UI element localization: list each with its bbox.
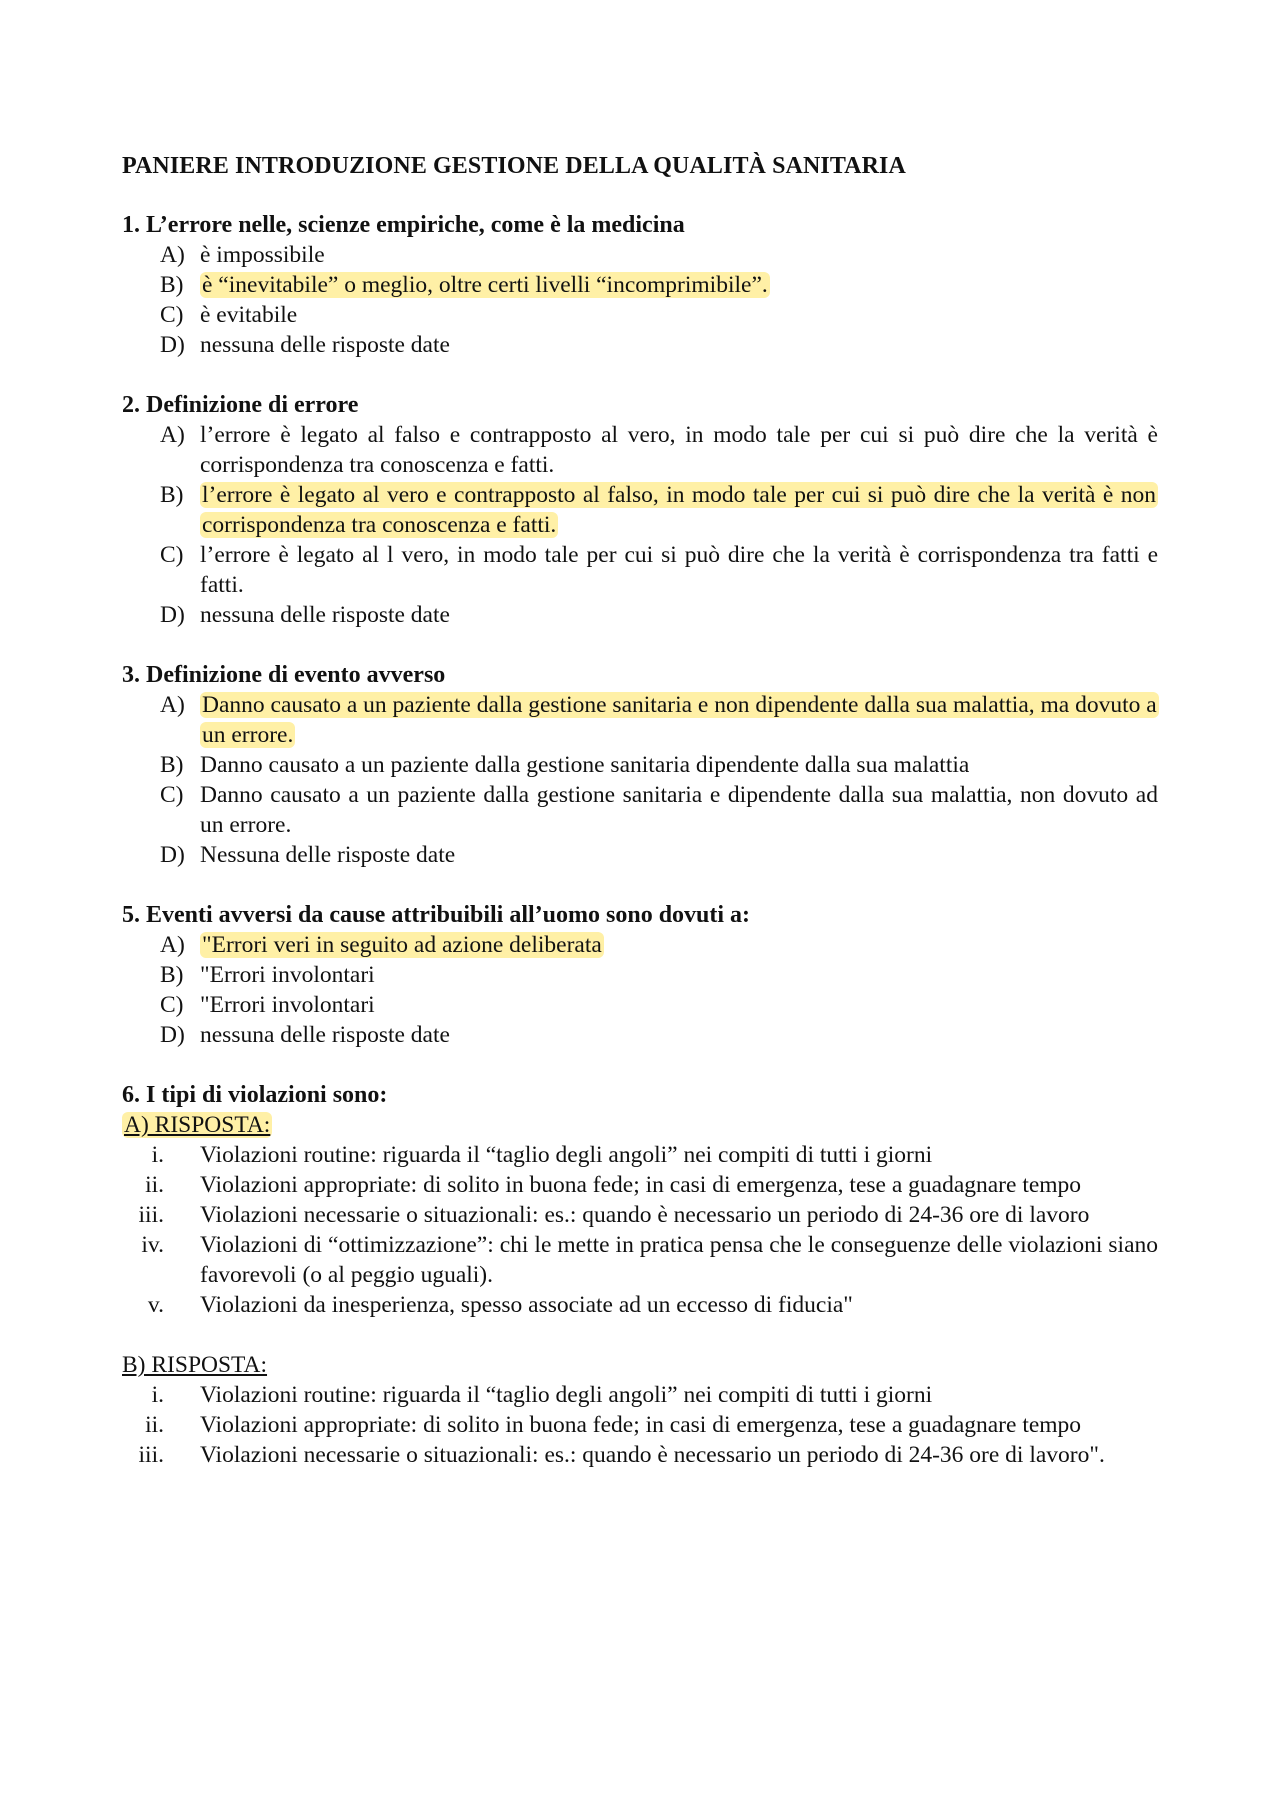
list-item: ii. Violazioni appropriate: di solito in buona fede; in casi di emergenza, tese a guadagnare tempo <box>145 1412 1082 1438</box>
question-1 <box>122 210 1158 360</box>
list-item: iv. Violazioni di “ottimizzazione”: chi le mette in pratica pensa che le conseguenze delle violazioni siano favorevoli (o al peggio uguali). <box>141 1232 1158 1288</box>
options-list <box>122 930 1158 1050</box>
option-b: B) Danno causato a un paziente dalla gestione sanitaria dipendente dalla sua malattia <box>160 752 970 778</box>
option-c: C) Danno causato a un paziente dalla gestione sanitaria e dipendente dalla sua malattia, non dovuto ad un errore. <box>160 782 1158 838</box>
option-d: D) nessuna delle risposte date <box>160 332 450 358</box>
list-item: iii. Violazioni necessarie o situazionali: es.: quando è necessario un periodo di 24-36 ore di lavoro". <box>138 1442 1105 1468</box>
highlighted-answer: è “inevitabile” o meglio, oltre certi livelli “incomprimibile”. <box>202 272 768 298</box>
highlighted-answer: "Errori veri in seguito ad azione deliberata <box>202 932 602 958</box>
question-title: 5. Eventi avversi da cause attribuibili all’uomo sono dovuti a: <box>122 902 751 928</box>
option-a: A) "Errori veri in seguito ad azione deliberata <box>160 932 602 958</box>
option-b: B) "Errori involontari <box>160 962 375 988</box>
question-2 <box>122 390 1158 630</box>
question-3 <box>122 660 1158 870</box>
options-list <box>122 420 1158 630</box>
list-item: v. Violazioni da inesperienza, spesso associate ad un eccesso di fiducia" <box>147 1292 853 1318</box>
option-c: C) è evitabile <box>160 302 298 328</box>
option-d: D) Nessuna delle risposte date <box>160 842 456 868</box>
option-a: A) Danno causato a un paziente dalla gestione sanitaria e non dipendente dalla sua malattia, ma dovuto a un errore. <box>160 692 1157 748</box>
list-item: i. Violazioni routine: riguarda il “taglio degli angoli” nei compiti di tutti i giorni <box>151 1142 933 1168</box>
list-item: ii. Violazioni appropriate: di solito in buona fede; in casi di emergenza, tese a guadagnare tempo <box>145 1172 1082 1198</box>
answer-b-list <box>122 1380 1158 1470</box>
options-list <box>122 240 1158 360</box>
question-title: 6. I tipi di violazioni sono: <box>122 1082 388 1108</box>
options-list <box>122 690 1158 870</box>
answer-b-label: B) RISPOSTA: <box>122 1352 268 1378</box>
question-title: 2. Definizione di errore <box>122 392 359 418</box>
option-d: D) nessuna delle risposte date <box>160 602 450 628</box>
document-title: PANIERE INTRODUZIONE GESTIONE DELLA QUALITÀ SANITARIA <box>122 153 906 179</box>
question-6 <box>122 1080 1158 1470</box>
option-d: D) nessuna delle risposte date <box>160 1022 450 1048</box>
option-a: A) è impossibile <box>160 242 325 268</box>
question-title: 1. L’errore nelle, scienze empiriche, come è la medicina <box>122 212 685 238</box>
answer-a-label: A) RISPOSTA: <box>124 1112 271 1138</box>
question-title: 3. Definizione di evento avverso <box>122 662 446 688</box>
option-c: C) "Errori involontari <box>160 992 375 1018</box>
highlighted-answer: l’errore è legato al vero e contrapposto al falso, in modo tale per cui si può dire che la verità è non corrispondenza tra conoscenza e fatti. <box>202 482 1156 538</box>
list-item: iii. Violazioni necessarie o situazionali: es.: quando è necessario un periodo di 24-36 ore di lavoro <box>138 1202 1090 1228</box>
option-a: A) l’errore è legato al falso e contrapposto al vero, in modo tale per cui si può dire che la verità è corrispondenza tra conoscenza e fatti. <box>160 422 1158 478</box>
option-c: C) l’errore è legato al l vero, in modo tale per cui si può dire che la verità è corrispondenza tra fatti e fatti. <box>160 542 1158 598</box>
list-item: i. Violazioni routine: riguarda il “taglio degli angoli” nei compiti di tutti i giorni <box>151 1382 933 1408</box>
answer-a-list <box>122 1140 1158 1320</box>
answer-a-label-row <box>122 1110 1158 1140</box>
option-b: B) l’errore è legato al vero e contrapposto al falso, in modo tale per cui si può dire che la verità è non corrispondenza tra conoscenza e fatti. <box>160 482 1156 538</box>
highlighted-answer: Danno causato a un paziente dalla gestione sanitaria e non dipendente dalla sua malattia, ma dovuto a un errore. <box>202 692 1157 748</box>
question-5 <box>122 900 1158 1050</box>
spacer <box>122 1320 1158 1350</box>
option-b: B) è “inevitabile” o meglio, oltre certi livelli “incomprimibile”. <box>160 272 768 298</box>
answer-b-label-row <box>122 1350 1158 1380</box>
